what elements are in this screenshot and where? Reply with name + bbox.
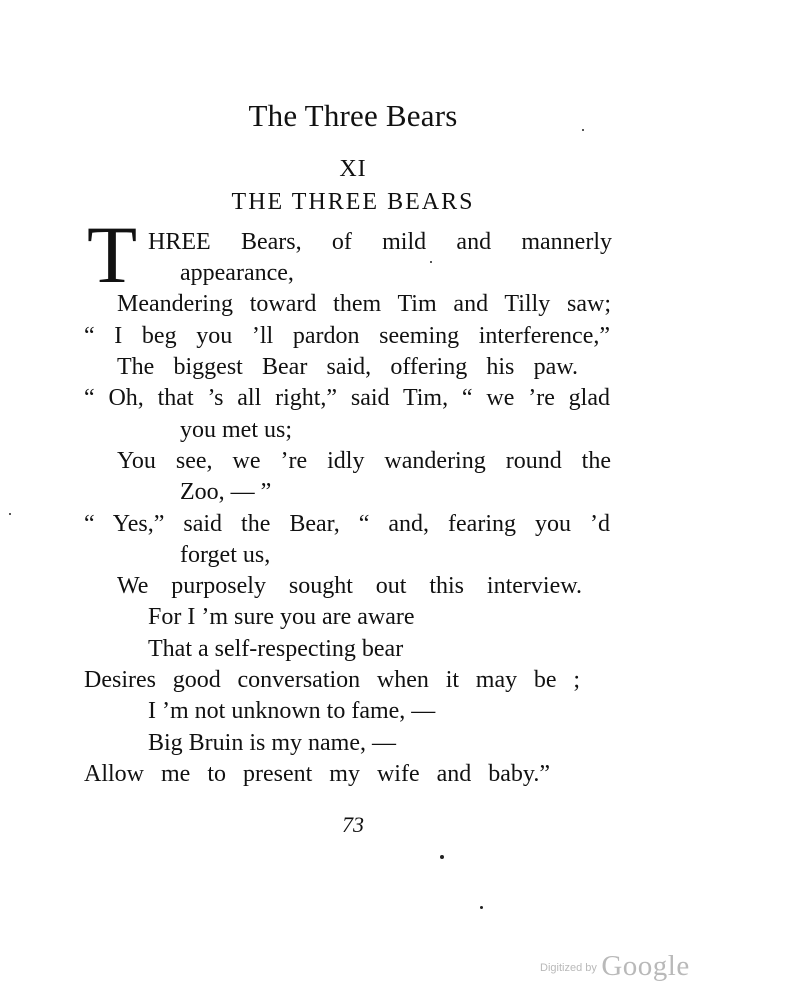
ink-speck xyxy=(582,129,584,131)
poem-line: Meandering toward them Tim and Tilly saw; xyxy=(117,291,611,317)
poem-line: I ’m not unknown to fame, — xyxy=(148,698,436,724)
digitized-by-google-watermark xyxy=(540,950,690,983)
ink-speck xyxy=(9,513,11,515)
poem-line: “ I beg you ’ll pardon seeming interference,” xyxy=(84,323,610,349)
drop-cap: T xyxy=(87,209,138,300)
poem-line: forget us, xyxy=(180,542,271,568)
page-number: 73 xyxy=(342,812,364,837)
poem-line: Big Bruin is my name, — xyxy=(148,730,396,756)
poem-line: appearance, xyxy=(180,260,294,286)
poem-line: We purposely sought out this interview. xyxy=(117,573,582,599)
poem-line: You see, we ’re idly wandering round the xyxy=(117,448,611,474)
ink-speck xyxy=(440,855,444,859)
poem-line: That a self-respecting bear xyxy=(148,636,404,662)
chapter-number: XI xyxy=(339,156,367,182)
running-head: The Three Bears xyxy=(248,98,458,133)
poem-line: HREE Bears, of mild and mannerly xyxy=(148,229,612,255)
poem-line: you met us; xyxy=(180,417,292,443)
poem-line: Zoo, — ” xyxy=(180,479,272,505)
google-logo: Google xyxy=(601,950,690,982)
poem-line: “ Oh, that ’s all right,” said Tim, “ we ’re glad xyxy=(84,385,610,411)
ink-speck xyxy=(480,906,483,909)
poem-line: “ Yes,” said the Bear, “ and, fearing you ’d xyxy=(84,511,610,537)
poem-line: For I ’m sure you are aware xyxy=(148,604,415,630)
poem-line: The biggest Bear said, offering his paw. xyxy=(117,354,578,380)
chapter-title: THE THREE BEARS xyxy=(231,189,475,215)
watermark-prefix: Digitized by xyxy=(540,962,597,974)
ink-speck xyxy=(430,261,432,263)
poem-line: Desires good conversation when it may be ; xyxy=(84,667,580,693)
poem-line: Allow me to present my wife and baby.” xyxy=(84,761,550,787)
